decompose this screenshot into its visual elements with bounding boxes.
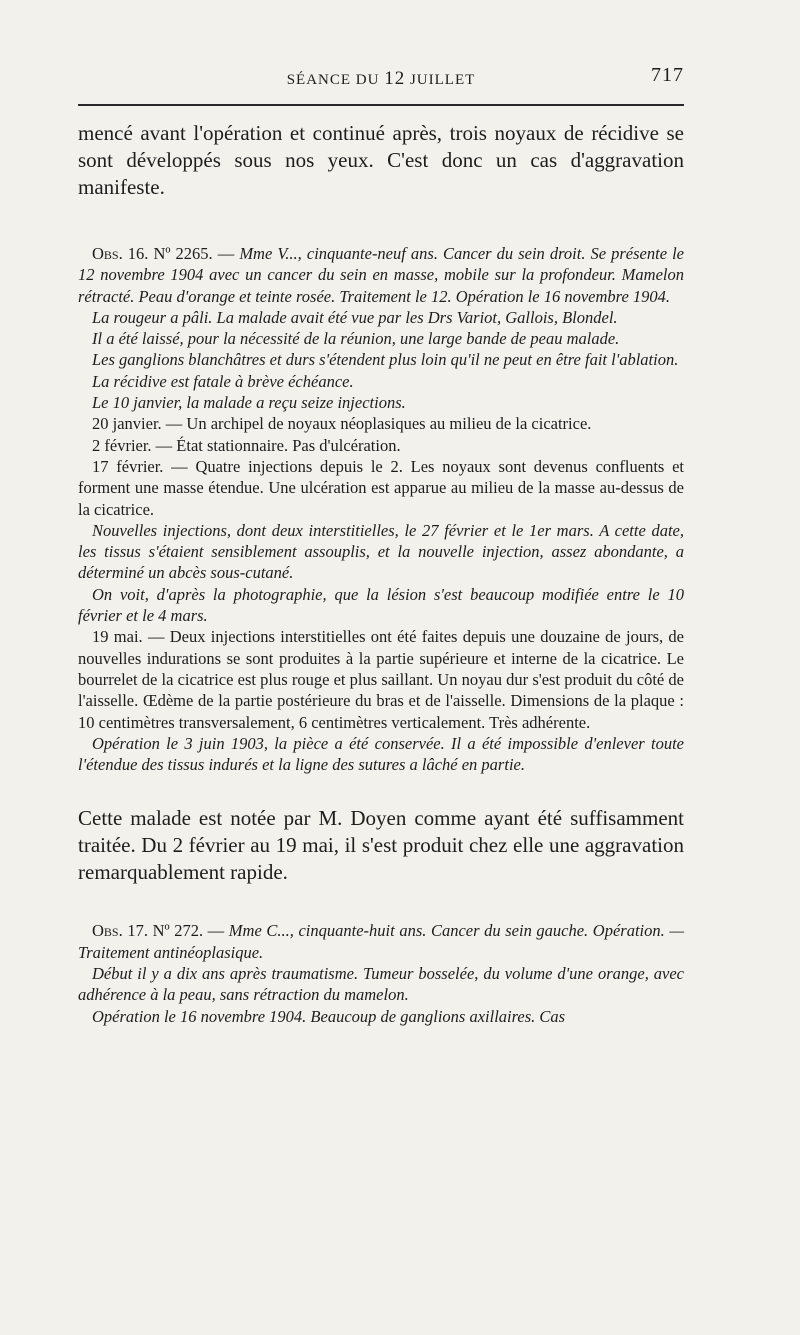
obs16-p6: 20 janvier. — Un archipel de noyaux néoplasiques au milieu de la cicatrice. xyxy=(92,414,592,434)
running-head xyxy=(78,64,684,92)
obs17-p1: Début il y a dix ans après traumatisme. Tumeur bosselée, du volume d'une orange, avec adhérence à la peau, sans rétraction du mamelon. xyxy=(78,964,684,1005)
obs17-patient: Mme C..., xyxy=(228,921,294,941)
running-title-right: JUILLET xyxy=(409,72,476,88)
obs16-p4: La récidive est fatale à brève échéance. xyxy=(92,371,354,391)
intro-paragraph: mencé avant l'opération et continué après, trois noyaux de récidive se sont développés sous nos yeux. C'est donc un cas d'aggravation manifeste. xyxy=(78,121,684,199)
running-title-date: 12 xyxy=(384,68,406,89)
obs17-number: Nº 272. — xyxy=(152,921,225,941)
obs16-p8: 17 février. — Quatre injections depuis le 2. Les noyaux sont devenus confluents et forment une masse étendue. Une ulcération est apparue au milieu de la masse au-dessus de la cicatrice. xyxy=(78,456,684,519)
obs16-heading xyxy=(78,243,684,307)
obs17-details: cinquante-huit ans. Cancer du sein gauche. Opération. — Traitement antinéoplasique. xyxy=(78,921,685,962)
page-number: 717 xyxy=(651,64,684,86)
observation-16 xyxy=(78,243,684,775)
obs16-p1: La rougeur a pâli. La malade avait été vue par les Drs Variot, Gallois, Blondel. xyxy=(92,307,618,327)
obs16-label: Obs. 16. xyxy=(92,244,149,263)
obs16-p5: Le 10 janvier, la malade a reçu seize injections. xyxy=(92,393,406,413)
obs16-patient: Mme V..., xyxy=(239,244,302,263)
obs16-p10: On voit, d'après la photographie, que la lésion s'est beaucoup modifiée entre le 10 février et le 4 mars. xyxy=(78,584,684,626)
obs16-p11: 19 mai. — Deux injections interstitielles ont été faites depuis une douzaine de jours, de nouvelles indurations se sont produites à la partie supérieure et interne de la cicatrice. Le bourrelet de la cicatrice est plus rouge et plus saillant. Un noyau dur s'est produit du côté de l'aisselle. Œdème de la partie postérieure du bras et de l'aisselle. Dimensions de la plaque : 10 centimètres transversalement, 6 centimètres verticalement. Très adhérente. xyxy=(78,627,684,732)
obs17-heading xyxy=(78,920,684,963)
obs16-details: cinquante-neuf ans. Cancer du sein droit. Se présente le 12 novembre 1904 avec un cancer du sein en masse, mobile sur la profondeur. Mamelon rétracté. Peau d'orange et teinte rosée. Traitement le 12. Opération le 16 novembre 1904. xyxy=(78,244,684,306)
obs16-p12: Opération le 3 juin 1903, la pièce a été conservée. Il a été impossible d'enlever toute l'étendue des tissus indurés et la ligne des sutures a lâché en partie. xyxy=(78,733,684,775)
obs17-label: Obs. 17. xyxy=(92,921,148,941)
header-rule xyxy=(78,104,684,106)
obs16-number: Nº 2265. — xyxy=(153,244,235,263)
comment-paragraph: Cette malade est notée par M. Doyen comme ayant été suffisamment traitée. Du 2 février au 19 mai, il s'est produit chez elle une aggravation remarquablement rapide. xyxy=(78,806,684,885)
obs16-p7: 2 février. — État stationnaire. Pas d'ulcération. xyxy=(92,435,401,455)
observation-17 xyxy=(78,920,684,1026)
obs16-p9: Nouvelles injections, dont deux interstitielles, le 27 février et le 1er mars. A cette date, les tissus s'étaient sensiblement assouplis, et la nouvelle injection, assez abondante, a déterminé un abcès sous-cutané. xyxy=(78,520,684,583)
intro-block xyxy=(78,120,684,201)
obs16-p3: Les ganglions blanchâtres et durs s'étendent plus loin qu'il ne peut en être fait l'ablation. xyxy=(92,350,679,370)
obs16-p2: Il a été laissé, pour la nécessité de la réunion, une large bande de peau malade. xyxy=(92,329,620,349)
running-title-left: SÉANCE DU xyxy=(286,72,380,88)
running-title xyxy=(78,68,684,90)
obs17-p2: Opération le 16 novembre 1904. Beaucoup de ganglions axillaires. Cas xyxy=(92,1006,566,1026)
page-body xyxy=(78,120,684,1027)
comment-block xyxy=(78,805,684,886)
